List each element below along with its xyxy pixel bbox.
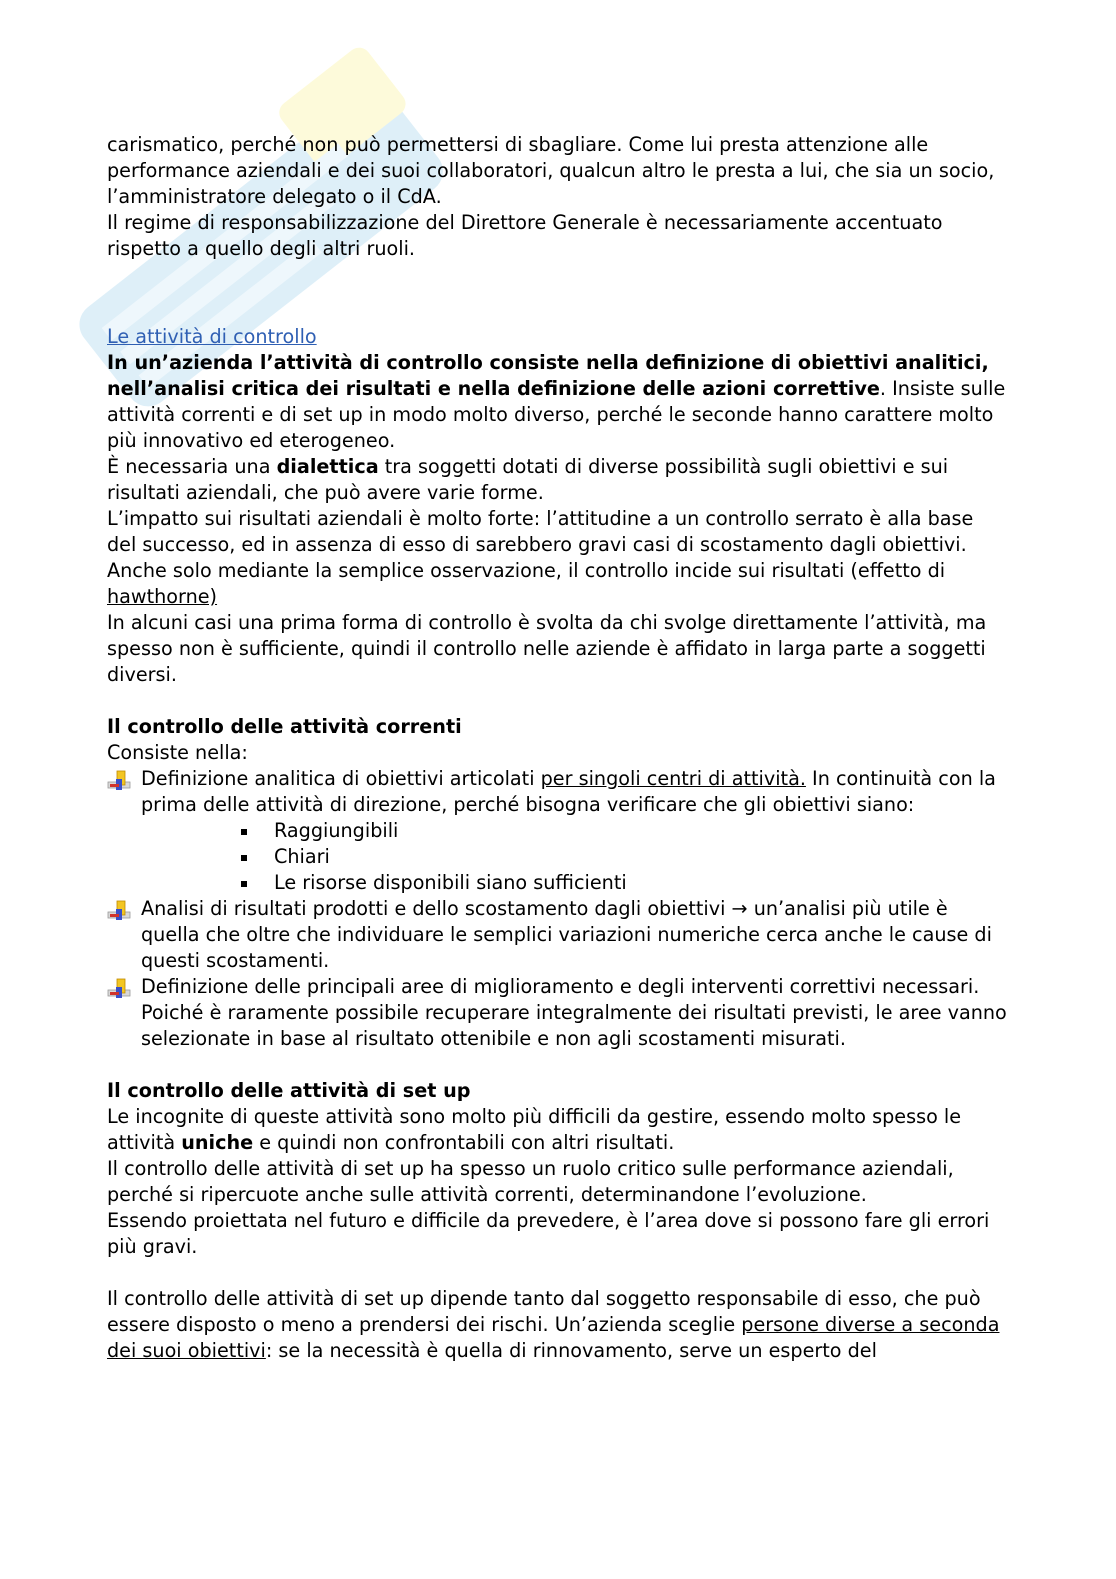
sticky-note-pin-icon: [107, 978, 131, 1000]
setup-1-post: e quindi non confrontabili con altri risultati.: [253, 1131, 675, 1154]
setup-1-bold: uniche: [181, 1131, 254, 1154]
paragraph-intro-2: Il regime di responsabilizzazione del Direttore Generale è necessariamente accentuato rispetto a quello degli altri ruoli.: [107, 211, 943, 260]
bullet-2-text: Analisi di risultati prodotti e dello scostamento dagli obiettivi → un’analisi più utile è quella che oltre che individuare le semplici variazioni numeriche cerca anche le cause di questi scostamenti.: [141, 897, 992, 972]
paragraph-dialettica: [107, 454, 1007, 506]
bullet-3-extra: Poiché è raramente possibile recuperare integralmente dei risultati previsti, le aree vanno selezionate in base al risultato ottenibile e non agli scostamenti misurati.: [141, 1001, 1007, 1050]
bullet-1-post: In continuità con la prima delle attività di direzione, perché bisogna verificare che gli obiettivi siano:: [141, 767, 996, 816]
setup-4-underlined: persone diverse a seconda dei suoi obiettivi: [107, 1313, 1000, 1362]
correnti-heading-text: Il controllo delle attività correnti: [107, 715, 462, 738]
heading-link[interactable]: Le attività di controllo: [107, 325, 317, 348]
square-bullet-icon: [241, 881, 247, 887]
dialettica-pre: È necessaria una: [107, 455, 277, 478]
section-heading-correnti: [107, 714, 1007, 740]
definition-bold: In un’azienda l’attività di controllo consiste nella definizione di obiettivi analitici, nell’analisi critica dei risultati e nella definizione delle azioni correttive: [107, 351, 989, 400]
sub-item-text: Le risorse disponibili siano sufficienti: [274, 871, 627, 894]
square-bullet-icon: [241, 855, 247, 861]
paragraph-definition: [107, 350, 1007, 454]
dialettica-post: tra soggetti dotati di diverse possibilità sugli obiettivi e sui risultati aziendali, che può avere varie forme.: [107, 455, 949, 504]
bullet-1-pre: Definizione analitica di obiettivi articolati: [141, 767, 541, 790]
paragraph-impatto: L’impatto sui risultati aziendali è molto forte: l’attitudine a un controllo serrato è alla base del successo, ed in assenza di esso di sarebbero gravi casi di scostamento dagli obiettivi.: [107, 507, 974, 556]
paragraph-casi: In alcuni casi una prima forma di controllo è svolta da chi svolge direttamente l’attività, ma spesso non è sufficiente, quindi il controllo nelle aziende è affidato in larga parte a soggetti diversi.: [107, 611, 987, 686]
paragraph-correnti-intro: Consiste nella:: [107, 741, 248, 764]
paragraph-osservazione: [107, 558, 1007, 610]
bullet-item-2: [107, 896, 1007, 974]
setup-4-post: : se la necessità è quella di rinnovamento, serve un esperto del: [265, 1339, 877, 1362]
sticky-note-pin-icon: [107, 770, 131, 792]
sub-list-item: [107, 818, 1007, 844]
sub-list-item: [107, 870, 1007, 896]
paragraph-setup-1: [107, 1104, 1007, 1156]
section-heading-controllo[interactable]: [107, 324, 1007, 350]
document-page: [107, 132, 1007, 1364]
sub-item-text: Chiari: [274, 845, 330, 868]
paragraph-setup-2: Il controllo delle attività di set up ha spesso un ruolo critico sulle performance aziendali, perché si ripercuote anche sulle attività correnti, determinandone l’evoluzione.: [107, 1157, 954, 1206]
bullet-item-3: [107, 974, 1007, 1052]
square-bullet-icon: [241, 829, 247, 835]
setup-4-pre: Il controllo delle attività di set up dipende tanto dal soggetto responsabile di esso, che può essere disposto o meno a prendersi dei rischi. Un’azienda sceglie: [107, 1287, 981, 1336]
sub-list-item: [107, 844, 1007, 870]
paragraph-setup-4: [107, 1286, 1007, 1364]
paragraph-intro-1: carismatico, perché non può permettersi di sbagliare. Come lui presta attenzione alle performance aziendali e dei suoi collaboratori, qualcun altro le presta a lui, che sia un socio, l’amministratore delegato o il CdA.: [107, 133, 995, 208]
setup-heading-text: Il controllo delle attività di set up: [107, 1079, 471, 1102]
sub-list: [107, 818, 1007, 896]
sticky-note-pin-icon: [107, 900, 131, 922]
definition-rest: . Insiste sulle attività correnti e di set up in modo molto diverso, perché le seconde hanno carattere molto più innovativo ed eterogeneo.: [107, 377, 1006, 452]
bullet-1-underlined: per singoli centri di attività.: [540, 767, 806, 790]
bullet-3-text: Definizione delle principali aree di miglioramento e degli interventi correttivi necessari.: [141, 975, 980, 998]
sub-item-text: Raggiungibili: [274, 819, 399, 842]
setup-1-pre: Le incognite di queste attività sono molto più difficili da gestire, essendo molto spesso le attività: [107, 1105, 962, 1154]
osservazione-pre: Anche solo mediante la semplice osservazione, il controllo incide sui risultati (effetto di: [107, 559, 946, 582]
bullet-item-1: [107, 766, 1007, 818]
dialettica-bold: dialettica: [276, 455, 379, 478]
paragraph-setup-3: Essendo proiettata nel futuro e difficile da prevedere, è l’area dove si possono fare gli errori più gravi.: [107, 1209, 990, 1258]
section-heading-setup: [107, 1078, 1007, 1104]
hawthorne-underlined: hawthorne): [107, 585, 218, 608]
